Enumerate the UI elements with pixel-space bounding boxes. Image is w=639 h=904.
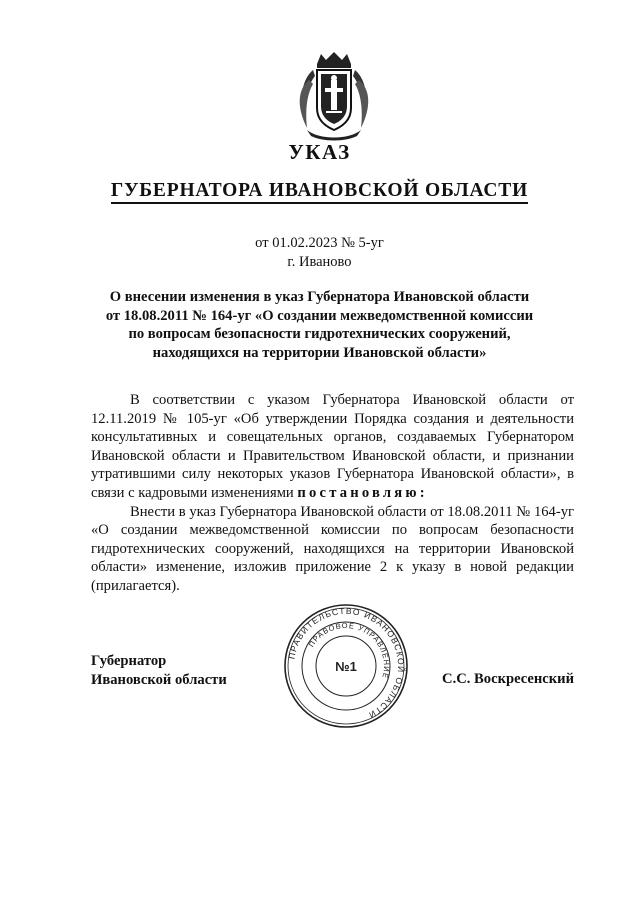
document-title: УКАЗ (288, 140, 351, 164)
decree-word: постановляю: (297, 484, 428, 501)
official-stamp (282, 602, 410, 730)
document-subject (80, 288, 559, 362)
subject-line: от 18.08.2011 № 164-уг «О создании межведомственной комиссии (105, 307, 534, 324)
document-issuer (0, 180, 639, 202)
stamp-outer-text: ПРАВИТЕЛЬСТВО ИВАНОВСКОЙ ОБЛАСТИ (286, 605, 407, 721)
subject-line: О внесении изменения в указ Губернатора Ивановской области (109, 289, 530, 305)
paragraph-1-text: В соответствии с указом Губернатора Ивановской области от 12.11.2019 № 105-уг «Об утверждении Порядка создания и деятельности консультативных и совещательных органов, создаваемых Губернатором Ивановской области и Правительством Ивановской области, и признании утратившими силу некоторых указов Губернатора Ивановской области», в связи с кадровыми изменениями (91, 392, 574, 501)
subject-line: по вопросам безопасности гидротехнических сооружений, (128, 326, 511, 342)
body-paragraph-2: Внести в указ Губернатора Ивановской области от 18.08.2011 № 164-уг «О создании межведомственной комиссии по вопросам безопасности гидротехнических сооружений, находящихся на территории Ивановской области» изменение, изложив приложение 2 к указу в новой редакции (прилагается). (91, 503, 574, 594)
stamp-number: №1 (335, 659, 357, 674)
body-paragraph-1 (91, 391, 574, 503)
document-issuer-text: ГУБЕРНАТОРА ИВАНОВСКОЙ ОБЛАСТИ (111, 180, 528, 204)
signatory-name: С.С. Воскресенский (442, 671, 574, 687)
position-line-1: Губернатор (91, 653, 167, 669)
document-date: от 01.02.2023 № 5-уг (255, 235, 384, 251)
signatory-position (91, 652, 227, 689)
coat-of-arms-icon (295, 50, 373, 142)
document-body (91, 391, 574, 596)
stamp-inner-text: ПРАВОВОЕ УПРАВЛЕНИЕ (306, 620, 392, 681)
document-city: г. Иваново (287, 254, 352, 270)
subject-line: находящихся на территории Ивановской области» (152, 344, 487, 361)
position-line-2: Ивановской области (91, 671, 227, 688)
